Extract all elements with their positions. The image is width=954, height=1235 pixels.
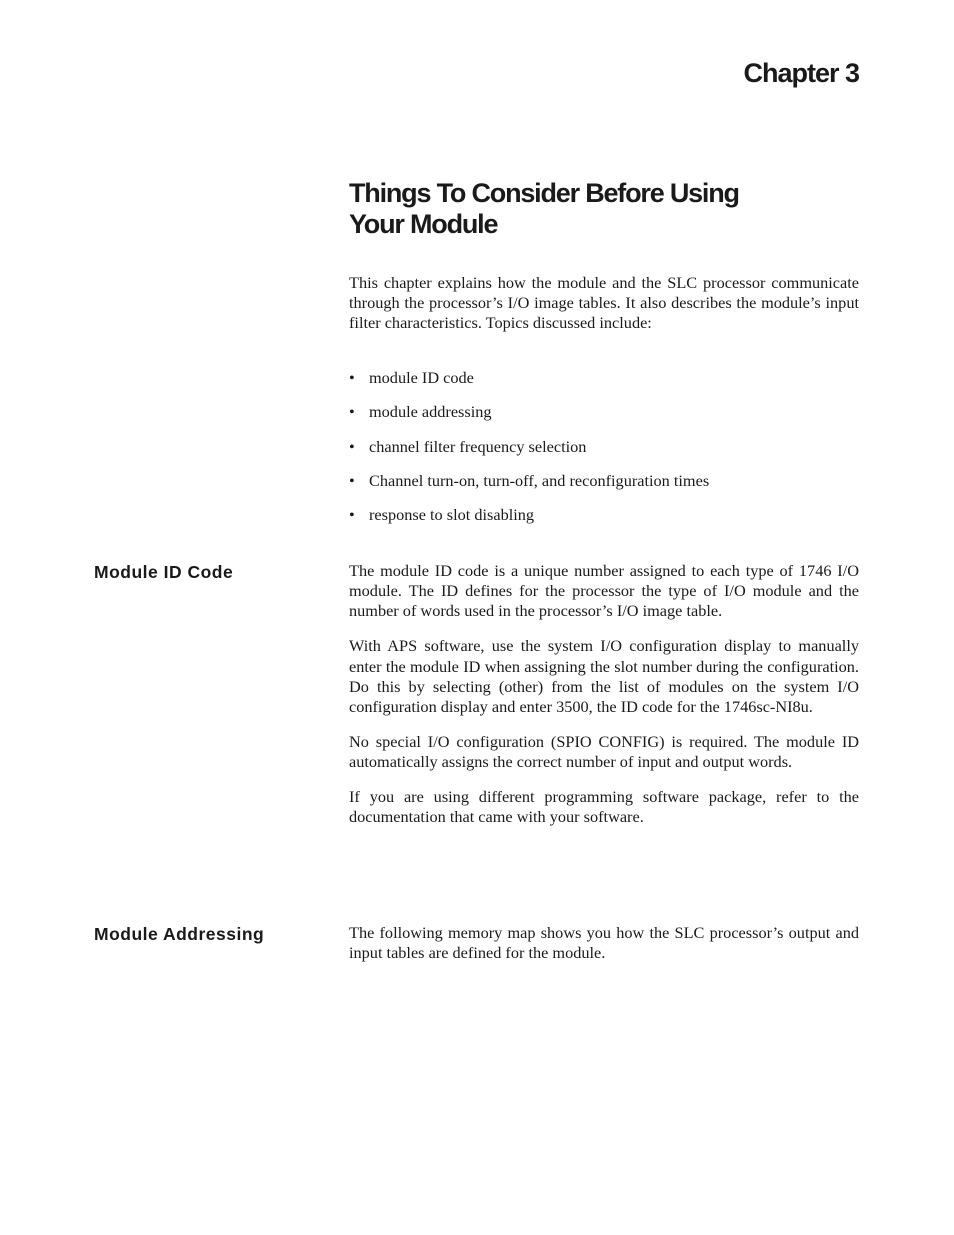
chapter-title (349, 178, 819, 240)
list-item-text: module ID code (369, 368, 474, 387)
list-item (349, 505, 859, 539)
list-item (349, 402, 859, 436)
list-item (349, 368, 859, 402)
list-item-text: response to slot disabling (369, 505, 535, 525)
list-item-text: channel filter frequency selection (369, 436, 587, 456)
module-id-paragraph-4: If you are using different programming software package, refer to the documentation that came with your software. (349, 787, 859, 827)
module-id-paragraph-2: With APS software, use the system I/O configuration display to manually enter the module ID when assigning the slot number during the configuration. Do this by selecting (other) from the list of modules on the system I/O configuration display and enter 3500, the ID code for the 1746sc-NI8u. (349, 636, 859, 717)
bullet-icon: • (349, 402, 355, 422)
module-id-paragraph-1: The module ID code is a unique number assigned to each type of 1746 I/O module. The ID defines for the processor the type of I/O module and the number of words used in the processor’s I/O image table. (349, 561, 859, 621)
bullet-icon: • (349, 470, 355, 490)
chapter-label: Chapter 3 (743, 58, 859, 88)
module-id-code-heading: Module ID Code (94, 562, 234, 582)
module-addressing-section (349, 923, 859, 963)
module-addressing-heading: Module Addressing (94, 924, 265, 944)
topics-list (349, 368, 859, 539)
list-item (349, 437, 859, 471)
bullet-icon: • (349, 368, 355, 387)
list-item-text: Channel turn-on, turn-off, and reconfiguration times (369, 470, 710, 490)
module-addressing-paragraph-1: The following memory map shows you how the SLC processor’s output and input tables are defined for the module. (349, 923, 859, 963)
bullet-icon: • (349, 436, 355, 456)
bullet-icon: • (349, 505, 355, 525)
chapter-title-line-2: Your Module (349, 209, 498, 239)
module-id-paragraph-3: No special I/O configuration (SPIO CONFIG) is required. The module ID automatically assigns the correct number of input and output words. (349, 732, 859, 772)
chapter-title-line-1: Things To Consider Before Using (349, 178, 739, 208)
list-item-text: module addressing (369, 402, 492, 422)
module-id-code-section (349, 561, 859, 828)
intro-paragraph: This chapter explains how the module and the SLC processor communicate through the processor’s I/O image tables. It also describes the module’s input filter characteristics. Topics discussed include: (349, 273, 859, 333)
list-item (349, 471, 859, 505)
